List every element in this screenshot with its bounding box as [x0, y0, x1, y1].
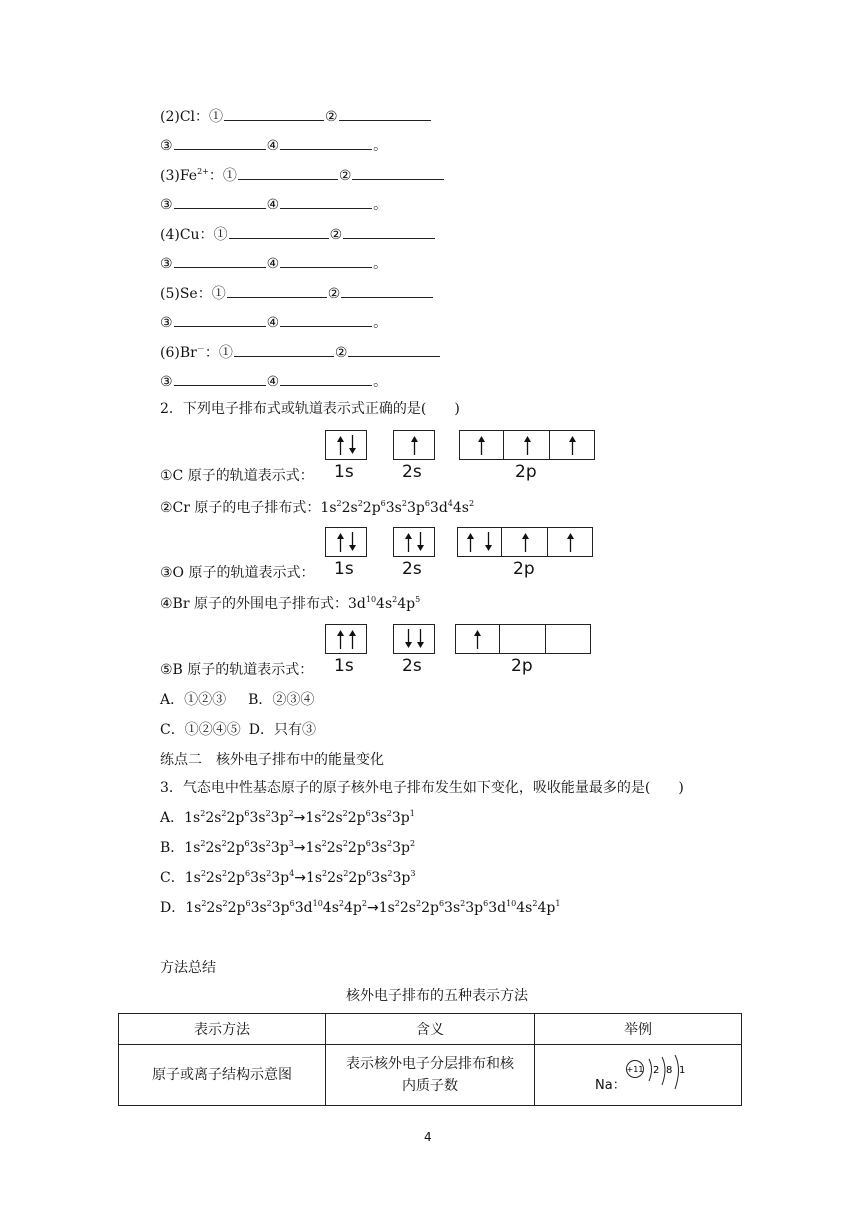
- fill-row-first: (6)Br－：① ②: [160, 342, 441, 363]
- table-title: 核外电子排布的五种表示方法: [346, 988, 528, 1004]
- summary-table: [118, 1013, 742, 1106]
- orbital-label: 2p: [511, 656, 533, 676]
- fill-row-second: ③ ④ 。: [160, 135, 387, 156]
- method-summary-heading: 方法总结: [160, 960, 216, 976]
- orbital-divider: [549, 430, 550, 460]
- orbital-box-1s: [325, 527, 367, 557]
- answer-blank[interactable]: [238, 165, 338, 180]
- orbital-label: 1s: [334, 656, 354, 676]
- arrow-icon: →: [293, 810, 306, 826]
- header-method: 表示方法: [119, 1014, 326, 1045]
- fill-row-first: (5)Se：① ②: [160, 283, 434, 304]
- table-header-row: [119, 1014, 742, 1045]
- orbital-label: 2p: [515, 462, 537, 482]
- spin-up-arrow-icon: [566, 532, 575, 552]
- answer-blank[interactable]: [174, 135, 266, 150]
- orbital-label: 1s: [334, 559, 354, 579]
- answer-blank[interactable]: [280, 371, 372, 386]
- fill-row-first: (2)Cl：① ②: [160, 106, 432, 127]
- fill-row-first: $(3)Fe^{2+}$：① ②: [160, 165, 445, 186]
- shell-2-electrons: 8: [666, 1065, 673, 1076]
- spin-up-arrow-icon: [473, 629, 482, 649]
- fill-row-second: ③ ④ 。: [160, 194, 387, 215]
- answer-blank[interactable]: [280, 135, 372, 150]
- table-row: [119, 1045, 742, 1106]
- answer-blank[interactable]: [341, 283, 433, 298]
- arrow-icon: →: [293, 840, 306, 856]
- orbital-diagram-o: [325, 527, 605, 583]
- spin-up-arrow-icon: [410, 435, 419, 455]
- q3-stem: 3．气态电中性基态原子的原子核外电子排布发生如下变化，吸收能量最多的是( ): [160, 780, 684, 796]
- fill-row-second: ③ ④ 。: [160, 371, 387, 392]
- answer-blank[interactable]: [343, 224, 435, 239]
- arrow-icon: →: [294, 870, 306, 886]
- nucleus-charge: +11: [626, 1065, 644, 1074]
- answer-blank[interactable]: [174, 194, 266, 209]
- orbital-divider: [499, 624, 500, 654]
- orbital-diagram-b: [325, 624, 605, 680]
- fill-row-second: ③ ④ 。: [160, 312, 387, 333]
- answer-blank[interactable]: [280, 312, 372, 327]
- cell-meaning: 表示核外电子分层排布和核 内质子数: [326, 1045, 535, 1106]
- orbital-box-1s: [325, 430, 367, 460]
- answer-blank[interactable]: [348, 342, 440, 357]
- answer-blank[interactable]: [227, 283, 327, 298]
- q2-item4: ④Br 原子的外围电子排布式：$3d^{10}4s^24p^5$: [160, 595, 421, 612]
- orbital-label: 1s: [334, 462, 354, 482]
- q2-item3: ③O 原子的轨道表示式：: [160, 565, 315, 581]
- spin-up-arrow-icon: [336, 435, 345, 455]
- spin-down-arrow-icon: [404, 629, 413, 649]
- arrow-icon: →: [366, 900, 379, 916]
- orbital-box-2s: [393, 624, 435, 654]
- orbital-divider: [547, 527, 548, 557]
- spin-up-arrow-icon: [568, 435, 577, 455]
- q3-option: B．$1s^22s^22p^63s^23p^3\to 1s^22s^22p^63s^23p^2$: [160, 839, 416, 856]
- header-example: 举例: [535, 1014, 742, 1045]
- spin-up-arrow-icon: [336, 629, 345, 649]
- br-config: $3d^{10}4s^24p^5$: [347, 595, 421, 612]
- header-meaning: 含义: [326, 1014, 535, 1045]
- q2-item5: ⑤B 原子的轨道表示式：: [160, 662, 314, 678]
- cr-config: $1s^22s^22p^63s^23p^63d^44s^2$: [320, 499, 475, 516]
- fill-row-second: ③ ④ 。: [160, 253, 387, 274]
- spin-down-arrow-icon: [348, 435, 357, 455]
- answer-blank[interactable]: [229, 224, 329, 239]
- orbital-box-2s: [393, 527, 435, 557]
- answer-blank[interactable]: [339, 106, 431, 121]
- example-label: Na：: [595, 1078, 626, 1093]
- answer-blank[interactable]: [234, 342, 334, 357]
- answer-blank[interactable]: [280, 253, 372, 268]
- shell-1-electrons: 2: [653, 1065, 660, 1076]
- spin-up-arrow-icon: [477, 435, 486, 455]
- answer-blank[interactable]: [224, 106, 324, 121]
- cell-example: [535, 1045, 742, 1106]
- spin-up-arrow-icon: [404, 532, 413, 552]
- orbital-divider: [501, 527, 502, 557]
- spin-down-arrow-icon: [416, 629, 425, 649]
- answer-blank[interactable]: [174, 253, 266, 268]
- q2-item1: ①C 原子的轨道表示式：: [160, 468, 314, 484]
- orbital-label: 2p: [513, 559, 535, 579]
- orbital-diagram-c: [325, 430, 605, 486]
- orbital-divider: [503, 430, 504, 460]
- q3-option: D．$1s^22s^22p^63s^23p^63d^{10}4s^24p^2\to 1s^22s^22p^63s^23p^63d^{10}4s^24p^1$: [160, 899, 561, 916]
- q2-stem: 2．下列电子排布式或轨道表示式正确的是( ): [160, 401, 460, 417]
- spin-up-arrow-icon: [466, 532, 475, 552]
- spin-up-arrow-icon: [521, 532, 530, 552]
- spin-down-arrow-icon: [348, 532, 357, 552]
- answer-blank[interactable]: [174, 312, 266, 327]
- q3-option: A．$1s^22s^22p^63s^23p^2\to 1s^22s^22p^63s^23p^1$: [160, 809, 415, 826]
- orbital-label: 2s: [402, 462, 422, 482]
- cell-method: 原子或离子结构示意图: [119, 1045, 326, 1106]
- spin-down-arrow-icon: [484, 532, 493, 552]
- fill-row-first: (4)Cu：① ②: [160, 224, 436, 245]
- q2-options-cd: C．①②④⑤ D．只有③: [160, 722, 316, 738]
- spin-down-arrow-icon: [416, 532, 425, 552]
- orbital-divider: [545, 624, 546, 654]
- spin-up-arrow-icon: [336, 532, 345, 552]
- section-title: 练点二 核外电子排布中的能量变化: [160, 752, 384, 768]
- q2-item2: ②Cr 原子的电子排布式：$1s^22s^22p^63s^23p^63d^44s^2$: [160, 499, 475, 516]
- page-number: 4: [424, 1130, 432, 1144]
- spin-up-arrow-icon: [348, 629, 357, 649]
- q3-option: C．$1s^22s^22p^63s^23p^4\to 1s^22s^22p^63s^23p^3$: [160, 869, 416, 886]
- orbital-label: 2s: [402, 559, 422, 579]
- shell-3-electrons: 1: [679, 1065, 686, 1076]
- answer-blank[interactable]: [174, 371, 266, 386]
- orbital-label: 2s: [402, 656, 422, 676]
- answer-blank[interactable]: [280, 194, 372, 209]
- q2-options-ab: A．①②③ B．②③④: [160, 692, 315, 708]
- spin-up-arrow-icon: [523, 435, 532, 455]
- answer-blank[interactable]: [352, 165, 444, 180]
- sodium-atom-structure-diagram: [625, 1051, 695, 1095]
- orbital-box-1s: [325, 624, 367, 654]
